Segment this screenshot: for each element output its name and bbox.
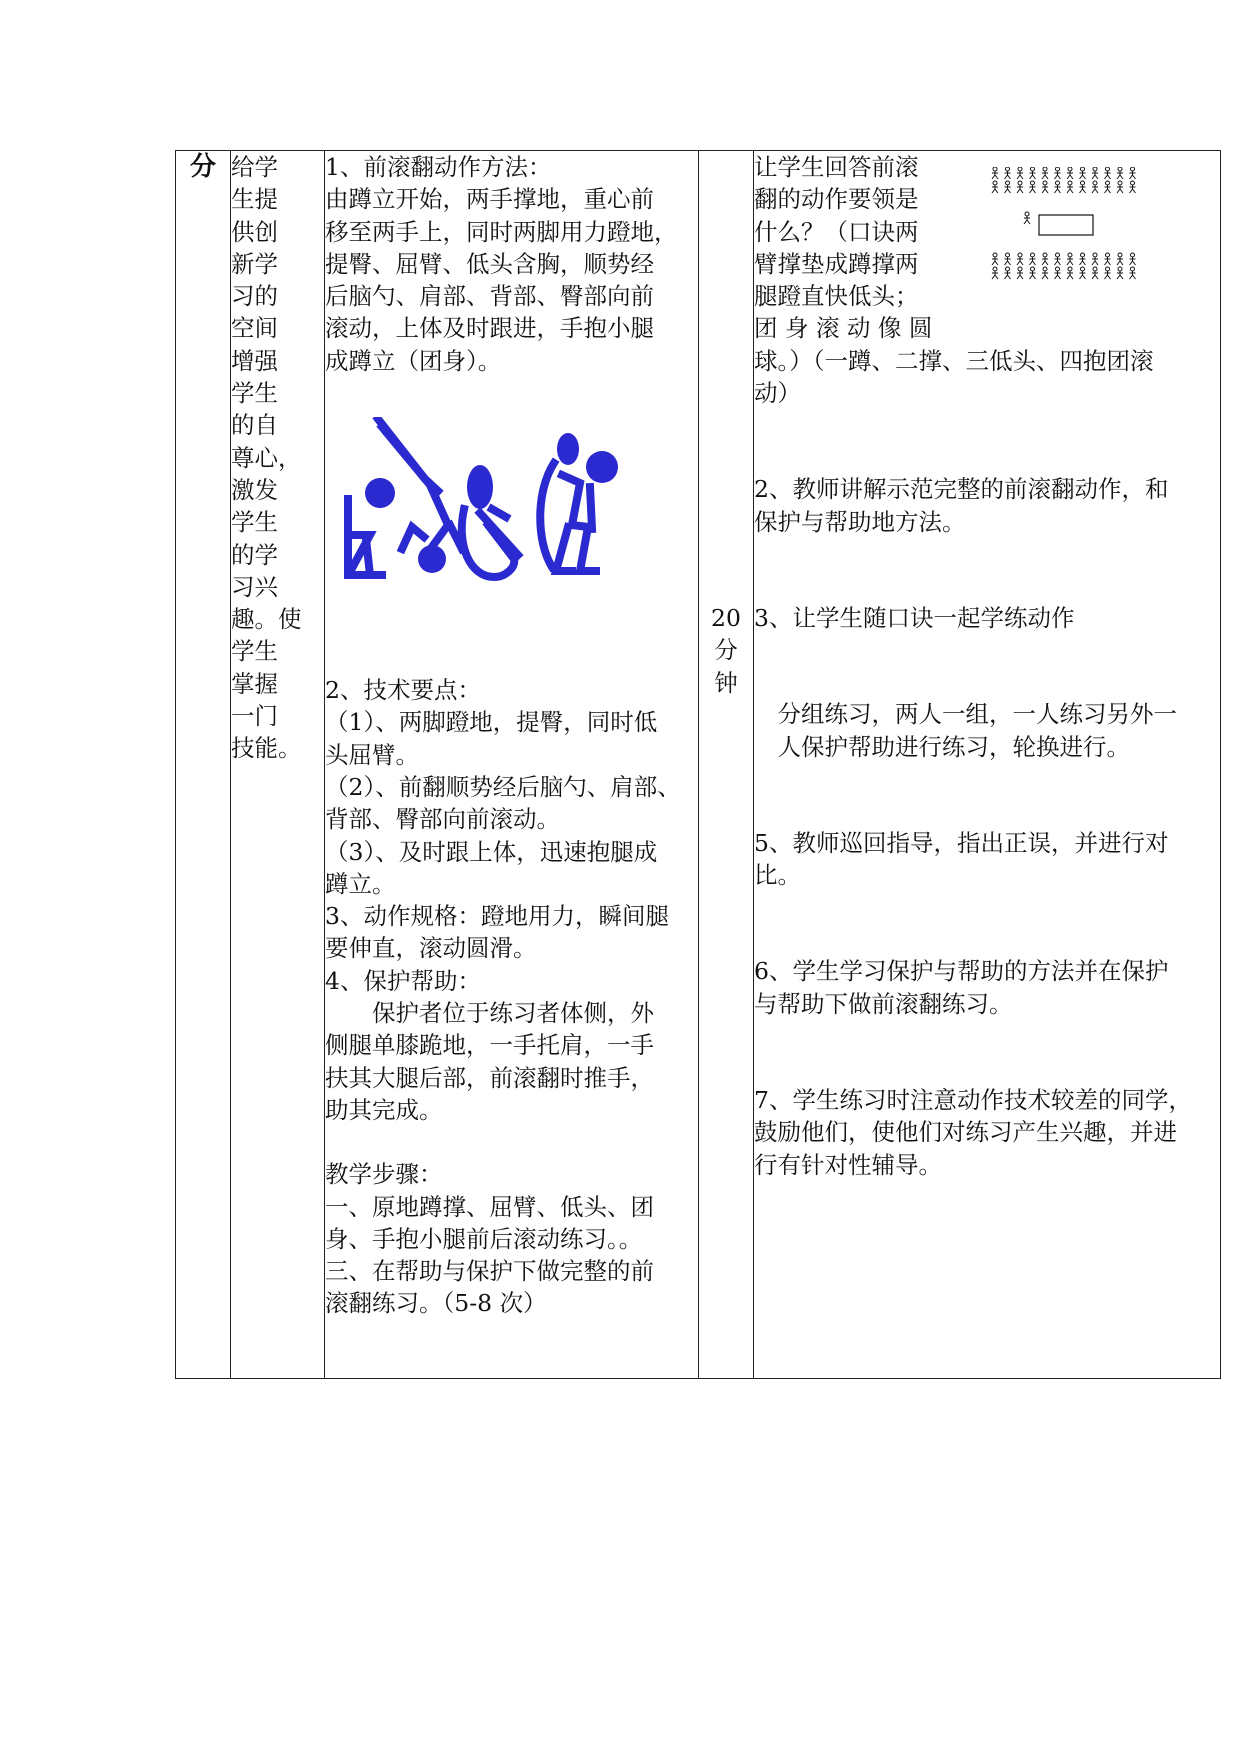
objective-line: 习的 — [231, 282, 278, 311]
time-value: 20 — [711, 604, 741, 632]
section1-line: 滚动，上体及时跟进，手抱小腿 — [325, 314, 654, 343]
section2-line: 2、技术要点： — [325, 676, 481, 705]
student-icon — [992, 267, 998, 279]
objective-cell — [231, 151, 325, 1379]
objective-line: 学生 — [231, 508, 278, 537]
intro-line: 臂撑垫成蹲撑两 — [754, 249, 919, 278]
steps-line: 滚翻练习。（5-8 次） — [325, 1289, 547, 1318]
section2-line: 背部、臀部向前滚动。 — [325, 805, 560, 834]
item7-line: 行有针对性辅导。 — [754, 1150, 942, 1179]
student-icon — [1017, 267, 1023, 279]
student-icon — [1017, 167, 1023, 179]
student-icon — [1092, 253, 1098, 265]
item4-line: 人保护帮助进行练习，轮换进行。 — [754, 732, 1130, 761]
section2-line: 助其完成。 — [325, 1095, 443, 1124]
time-cell — [699, 151, 754, 1379]
student-icon — [1042, 167, 1048, 179]
section2-line: （2）、前翻顺势经后脑勺、肩部、 — [325, 772, 681, 801]
section1-line: 由蹲立开始，两手撑地，重心前 — [325, 185, 654, 214]
forward-roll-figure — [325, 377, 698, 674]
student-icon — [1130, 167, 1136, 179]
intro-line: 球。）（一蹲、二撑、三低头、四抱团滚 — [754, 346, 1154, 375]
student-icon — [1005, 267, 1011, 279]
item4-line: 分组练习，两人一组，一人练习另外一 — [754, 700, 1177, 729]
section1-line: 后脑勺、肩部、背部、臀部向前 — [325, 282, 654, 311]
objective-line: 学生 — [231, 379, 278, 408]
objective-line: 增强 — [231, 346, 278, 375]
item6-line: 与帮助下做前滚翻练习。 — [754, 989, 1013, 1018]
steps-line: 身、手抱小腿前后滚动练习。。 — [325, 1224, 643, 1253]
steps-line: 三、在帮助与保护下做完整的前 — [325, 1257, 654, 1286]
student-icon — [1117, 267, 1123, 279]
section2-line: （1）、两脚蹬地，提臀，同时低 — [325, 708, 658, 737]
student-icon — [1067, 167, 1073, 179]
intro-line: 腿蹬直快低头； — [754, 282, 919, 311]
student-icon — [1092, 181, 1098, 193]
student-icon — [992, 167, 998, 179]
student-icon — [1042, 181, 1048, 193]
steps-title: 教学步骤： — [325, 1160, 443, 1189]
phase-cell — [176, 151, 231, 1379]
item7-line: 鼓励他们，使他们对练习产生兴趣，并进 — [754, 1118, 1177, 1147]
item2-line: 保护与帮助地方法。 — [754, 507, 966, 536]
student-icon — [1055, 181, 1061, 193]
lesson-plan-table — [175, 150, 1221, 1379]
objective-line: 供创 — [231, 217, 278, 246]
objective-line: 习兴 — [231, 572, 278, 601]
student-icon — [1067, 181, 1073, 193]
student-icon — [992, 181, 998, 193]
student-icon — [1080, 253, 1086, 265]
student-icon — [1080, 267, 1086, 279]
item5-line: 比。 — [754, 861, 801, 890]
objective-line: 的学 — [231, 540, 278, 569]
objective-line: 一门 — [231, 702, 278, 731]
student-icon — [1005, 253, 1011, 265]
student-icon — [1055, 267, 1061, 279]
time-unit: 分 — [714, 636, 738, 665]
section1-line: 提臀、屈臂、低头含胸，顺势经 — [325, 249, 654, 278]
content-cell — [325, 151, 699, 1379]
teacher-icon — [1024, 212, 1030, 224]
student-icon — [1055, 167, 1061, 179]
student-icon — [1092, 167, 1098, 179]
student-icon — [1117, 167, 1123, 179]
intro-line: 什么？（口诀两 — [754, 217, 919, 246]
section2-line: 3、动作规格：蹬地用力，瞬间腿 — [325, 902, 669, 931]
student-icon — [1055, 253, 1061, 265]
section2-line: 要伸直，滚动圆滑。 — [325, 934, 537, 963]
student-icon — [1105, 253, 1111, 265]
formation-diagram — [991, 167, 1161, 287]
objective-line: 技能。 — [231, 734, 302, 763]
item7-line: 7、学生练习时注意动作技术较差的同学， — [754, 1086, 1192, 1115]
item3-line: 3、让学生随口诀一起学练动作 — [754, 603, 1075, 632]
item5-line: 5、教师巡回指导，指出正误，并进行对 — [754, 828, 1169, 857]
student-icon — [1067, 267, 1073, 279]
student-icon — [1080, 181, 1086, 193]
student-icon — [1042, 253, 1048, 265]
student-icon — [1092, 267, 1098, 279]
item2-line: 2、教师讲解示范完整的前滚翻动作，和 — [754, 475, 1169, 504]
section2-line: 4、保护帮助： — [325, 966, 481, 995]
objective-line: 掌握 — [231, 669, 278, 698]
student-icon — [1030, 167, 1036, 179]
objective-line: 尊心， — [231, 443, 302, 472]
student-icon — [1005, 167, 1011, 179]
objective-line: 学生 — [231, 637, 278, 666]
objective-line: 生提 — [231, 185, 278, 214]
student-icon — [1130, 267, 1136, 279]
objective-line: 的自 — [231, 411, 278, 440]
student-icon — [1117, 253, 1123, 265]
intro-line: 动） — [754, 379, 801, 408]
objective-line: 空间 — [231, 314, 278, 343]
item6-line: 6、学生学习保护与帮助的方法并在保护 — [754, 957, 1169, 986]
section2-line: 保护者位于练习者体侧，外 — [325, 999, 654, 1028]
student-icon — [1117, 181, 1123, 193]
steps-line: 一、原地蹲撑、屈臂、低头、团 — [325, 1192, 654, 1221]
student-icon — [992, 253, 998, 265]
objective-line: 新学 — [231, 249, 278, 278]
student-icon — [1080, 167, 1086, 179]
intro-line: 翻的动作要领是 — [754, 185, 919, 214]
student-icon — [1105, 181, 1111, 193]
section2-line: 扶其大腿后部，前滚翻时推手， — [325, 1063, 654, 1092]
section2-line: 侧腿单膝跪地，一手托肩，一手 — [325, 1031, 654, 1060]
mat-rectangle — [1039, 215, 1093, 235]
section1-line: 成蹲立（团身）。 — [325, 346, 502, 375]
student-icon — [1030, 181, 1036, 193]
student-icon — [1105, 267, 1111, 279]
objective-line: 给学 — [231, 153, 278, 181]
section2-line: 头屈臂。 — [325, 740, 419, 769]
section2-line: 蹲立。 — [325, 869, 396, 898]
student-icon — [1130, 253, 1136, 265]
section2-line: （3）、及时跟上体，迅速抱腿成 — [325, 837, 658, 866]
section1-title: 1、前滚翻动作方法： — [325, 153, 552, 181]
student-icon — [1017, 181, 1023, 193]
intro-line: 团 身 滚 动 像 圆 — [754, 314, 933, 343]
objective-line: 激发 — [231, 475, 278, 504]
student-icon — [1005, 181, 1011, 193]
student-icon — [1017, 253, 1023, 265]
student-icon — [1067, 253, 1073, 265]
objective-line: 趣。使 — [231, 605, 302, 634]
student-icon — [1130, 181, 1136, 193]
phase-label: 分 — [189, 152, 216, 182]
time-unit: 钟 — [714, 668, 738, 697]
student-icon — [1030, 253, 1036, 265]
intro-line: 让学生回答前滚 — [754, 153, 919, 181]
student-icon — [1030, 267, 1036, 279]
section1-line: 移至两手上，同时两脚用力蹬地， — [325, 217, 678, 246]
method-cell — [754, 151, 1221, 1379]
student-icon — [1105, 167, 1111, 179]
student-icon — [1042, 267, 1048, 279]
